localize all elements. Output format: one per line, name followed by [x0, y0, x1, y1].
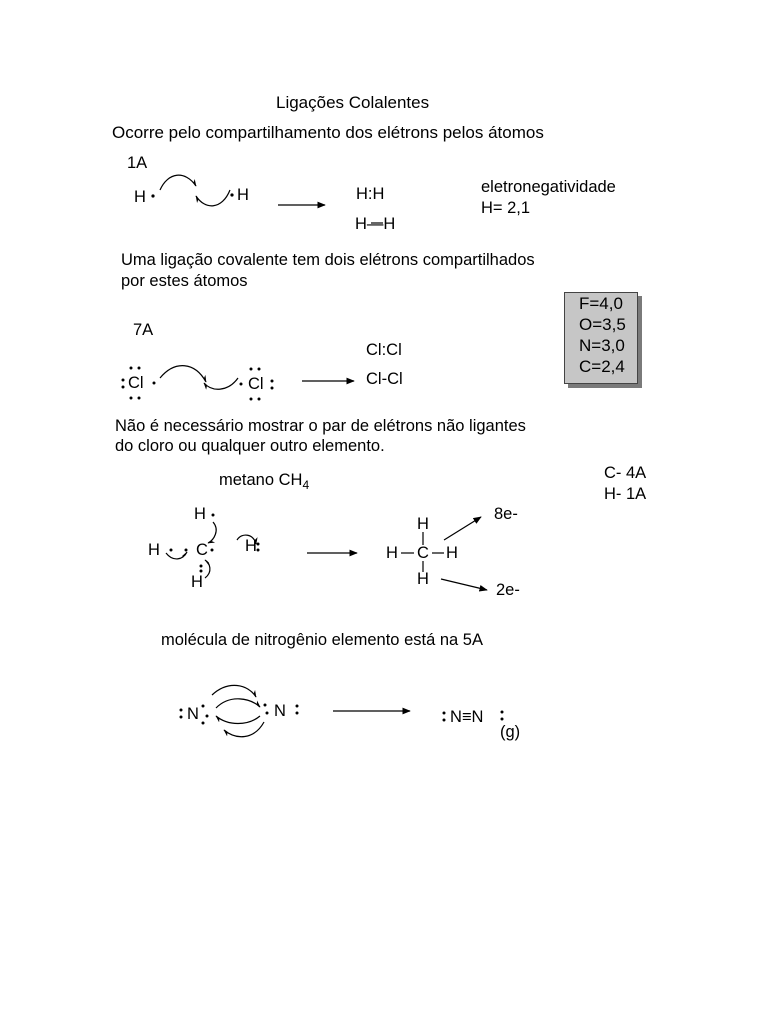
methane-h-top: H: [194, 505, 206, 523]
arrow-to-2e: [441, 579, 487, 590]
note-line2: do cloro ou qualquer outro elemento.: [115, 437, 385, 455]
chlorine-atom-left: Cl: [128, 374, 144, 392]
chlorine-atom-right: Cl: [248, 375, 264, 393]
note-line1: Não é necessário mostrar o par de elétrons não ligantes: [115, 417, 526, 435]
en-carbon: C=2,4: [579, 357, 625, 376]
product-h-top: H: [417, 515, 429, 533]
nitrogen-state: (g): [500, 723, 521, 741]
nitrogen-caption: molécula de nitrogênio elemento está na 5A: [161, 631, 483, 649]
product-h-right: H: [446, 544, 458, 562]
methane-curved-arrow-left: [166, 552, 187, 559]
h-left-electron: [151, 194, 154, 197]
methane-h-left: H: [148, 541, 160, 559]
n-curved-arrow-2: [216, 699, 260, 708]
en-fluorine: F=4,0: [579, 294, 623, 313]
product-c: C: [417, 544, 429, 562]
cl-curved-arrow-2: [204, 378, 238, 389]
h-right-electron: [230, 193, 233, 196]
electrons-2: 2e-: [496, 581, 520, 599]
hydrogen-group: H- 1A: [604, 485, 647, 503]
methane-h-right: H: [245, 537, 257, 555]
product-h-left: H: [386, 544, 398, 562]
hydrogen-atom-left: H: [134, 188, 146, 206]
hydrogen-en-value: H= 2,1: [481, 199, 531, 217]
nitrogen-atom-left: N: [187, 705, 199, 723]
covalent-text-line2: por estes átomos: [121, 272, 248, 290]
n-curved-arrow-1: [212, 685, 256, 697]
electronegativity-label: eletronegatividade: [481, 178, 616, 196]
hydrogen-group-label: 1A: [127, 154, 148, 172]
intro-text: Ocorre pelo compartilhamento dos elétrons pelos átomos: [112, 123, 544, 142]
methane-c: C: [196, 541, 208, 559]
methane-curved-arrow-top: [208, 522, 216, 543]
electronegativity-table: [564, 292, 638, 384]
chlorine-product-line: Cl-Cl: [366, 370, 403, 388]
h-curved-arrow-1: [160, 175, 196, 190]
nitrogen-atom-right: N: [274, 702, 286, 720]
n-curved-arrow-4: [224, 722, 264, 737]
covalent-text-line1: Uma ligação covalente tem dois elétrons compartilhados: [121, 251, 535, 269]
en-oxygen: O=3,5: [579, 315, 626, 334]
chlorine-product-dots: Cl:Cl: [366, 341, 402, 359]
hydrogen-product-line: H—H: [355, 215, 396, 233]
cl-curved-arrow-1: [160, 366, 206, 382]
en-nitrogen: N=3,0: [579, 336, 625, 355]
methane-label: [219, 471, 310, 492]
h-curved-arrow-2: [196, 190, 230, 206]
product-h-bottom: H: [417, 570, 429, 588]
methane-subscript: 4: [302, 478, 310, 492]
hydrogen-atom-right: H: [237, 186, 249, 204]
n-curved-arrow-3: [216, 716, 260, 724]
arrow-to-8e: [444, 517, 481, 540]
methane-curved-arrow-bottom: [205, 560, 210, 578]
electrons-8: 8e-: [494, 505, 518, 523]
methane-h-bottom: H: [191, 573, 203, 591]
nitrogen-product: N≡N: [450, 708, 484, 726]
methane-label-text: metano CH: [219, 471, 303, 489]
hydrogen-product-dots: H:H: [356, 185, 385, 203]
chlorine-group-label: 7A: [133, 321, 154, 339]
carbon-group: C- 4A: [604, 464, 647, 482]
page-title: Ligações Colalentes: [276, 93, 430, 112]
